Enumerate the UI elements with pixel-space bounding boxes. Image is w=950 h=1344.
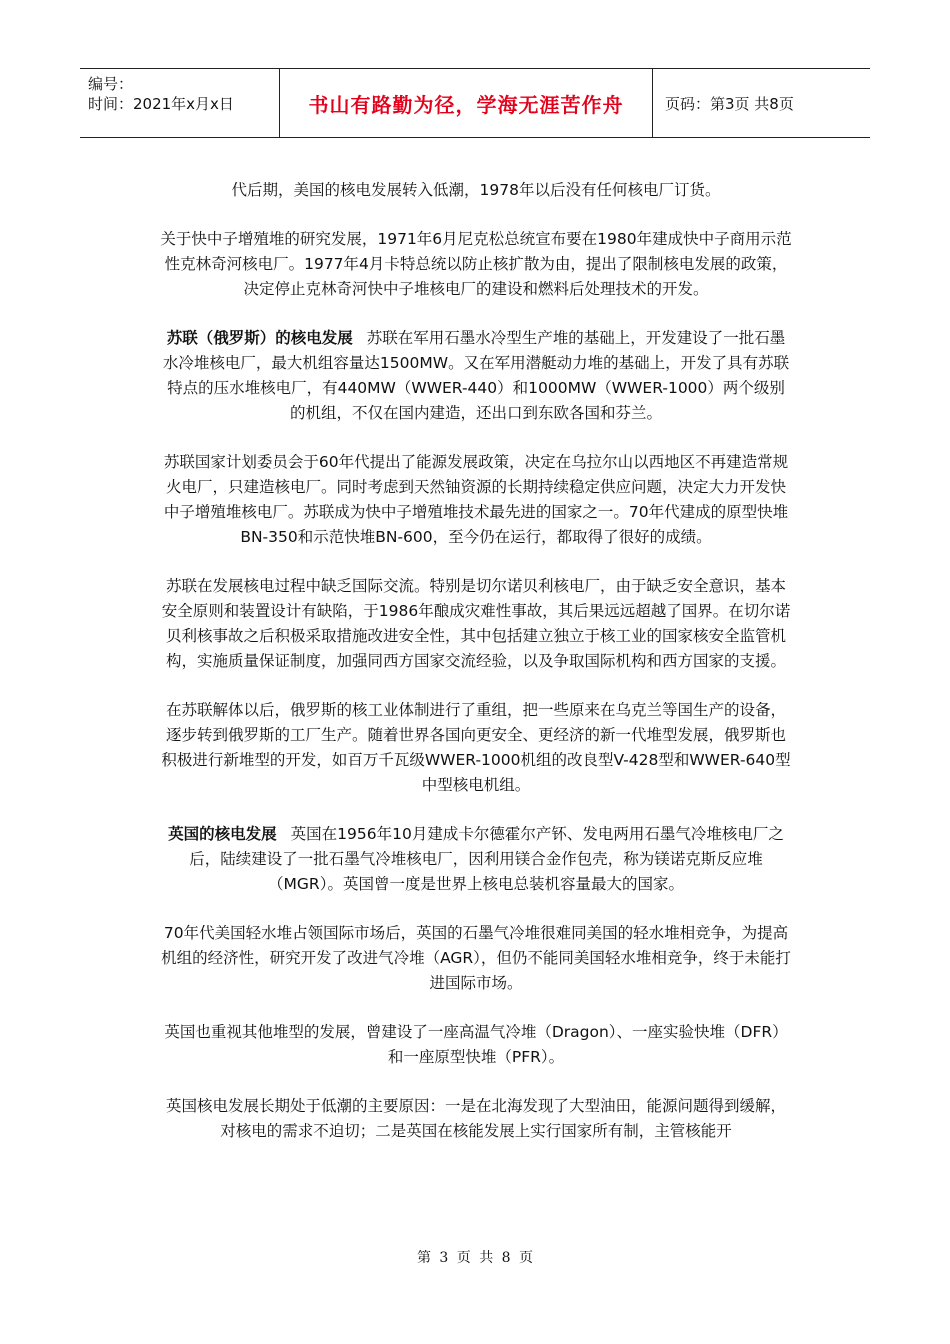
page-footer: 第 3 页 共 8 页 [416, 1250, 534, 1266]
date-label: 时间：2021年x月x日 [88, 95, 234, 113]
paragraph-9 [160, 1020, 792, 1070]
document-body [160, 178, 792, 1168]
paragraph-2 [160, 227, 792, 302]
paragraph-text: 在苏联解体以后，俄罗斯的核工业体制进行了重组，把一些原来在乌克兰等国生产的设备，逐步转到俄罗斯的工厂生产。随着世界各国向更安全、更经济的新一代堆型发展，俄罗斯也积极进行新堆型的开发，如百万千瓦级WWER-1000机组的改良型V-428型和WWER-640型中型核电机组。 [161, 701, 791, 794]
paragraph-text: 苏联国家计划委员会于60年代提出了能源发展政策，决定在乌拉尔山以西地区不再建造常规火电厂，只建造核电厂。同时考虑到天然铀资源的长期持续稳定供应问题，决定大力开发快中子增殖堆核电厂。苏联成为快中子增殖堆技术最先进的国家之一。70年代建成的原型快堆BN-350和示范快堆BN-600，至今仍在运行，都取得了很好的成绩。 [163, 453, 789, 546]
paragraph-3 [160, 326, 792, 426]
paragraph-text: 苏联在军用石墨水冷型生产堆的基础上，开发建设了一批石墨水冷堆核电厂，最大机组容量达1500MW。又在军用潜艇动力堆的基础上，开发了具有苏联特点的压水堆核电厂，有440MW（WWER-440）和1000MW（WWER-1000）两个级别的机组，不仅在国内建造，还出口到东欧各国和芬兰。 [162, 329, 790, 422]
header-page-label: 页码：第3页 共8页 [665, 94, 794, 113]
paragraph-text: 苏联在发展核电过程中缺乏国际交流。特别是切尔诺贝利核电厂，由于缺乏安全意识，基本安全原则和装置设计有缺陷，于1986年酿成灾难性事故，其后果远远超越了国界。在切尔诺贝利核事故之后积极采取措施改进安全性，其中包括建立独立于核工业的国家核安全监管机构，实施质量保证制度，加强同西方国家交流经验，以及争取国际机构和西方国家的支援。 [161, 577, 791, 670]
paragraph-text: 英国核电发展长期处于低潮的主要原因：一是在北海发现了大型油田，能源问题得到缓解，对核电的需求不迫切；二是英国在核能发展上实行国家所有制，主管核能开 [165, 1097, 786, 1140]
paragraph-text: 英国也重视其他堆型的发展，曾建设了一座高温气冷堆（Dragon）、一座实验快堆（DFR）和一座原型快堆（PFR）。 [164, 1023, 788, 1066]
paragraph-5 [160, 574, 792, 674]
paragraph-text: 70年代美国轻水堆占领国际市场后，英国的石墨气冷堆很难同美国的轻水堆相竞争，为提高机组的经济性，研究开发了改进气冷堆（AGR），但仍不能同美国轻水堆相竞争，终于未能打进国际市场。 [161, 924, 791, 992]
paragraph-8 [160, 921, 792, 996]
paragraph-text: 代后期，美国的核电发展转入低潮，1978年以后没有任何核电厂订货。 [231, 181, 721, 199]
paragraph-6 [160, 698, 792, 798]
number-label: 编号： [88, 75, 134, 93]
section-heading-uk: 英国的核电发展 [168, 825, 277, 843]
section-heading-ussr: 苏联（俄罗斯）的核电发展 [166, 329, 353, 347]
paragraph-text: 关于快中子增殖堆的研究发展，1971年6月尼克松总统宣布要在1980年建成快中子商用示范性克林奇河核电厂。1977年4月卡特总统以防止核扩散为由，提出了限制核电发展的政策，决定停止克林奇河快中子堆核电厂的建设和燃料后处理技术的开发。 [160, 230, 792, 298]
header-meta [80, 69, 280, 137]
header-motto: 书山有路勤为径，学海无涯苦作舟 [280, 69, 653, 137]
paragraph-7 [160, 822, 792, 897]
paragraph-1 [160, 178, 792, 203]
paragraph-10 [160, 1094, 792, 1144]
paragraph-text: 英国在1956年10月建成卡尔德霍尔产钚、发电两用石墨气冷堆核电厂之后，陆续建设了一批石墨气冷堆核电厂，因利用镁合金作包壳，称为镁诺克斯反应堆（MGR）。英国曾一度是世界上核电总装机容量最大的国家。 [189, 825, 784, 893]
document-header [80, 68, 870, 138]
paragraph-4 [160, 450, 792, 550]
